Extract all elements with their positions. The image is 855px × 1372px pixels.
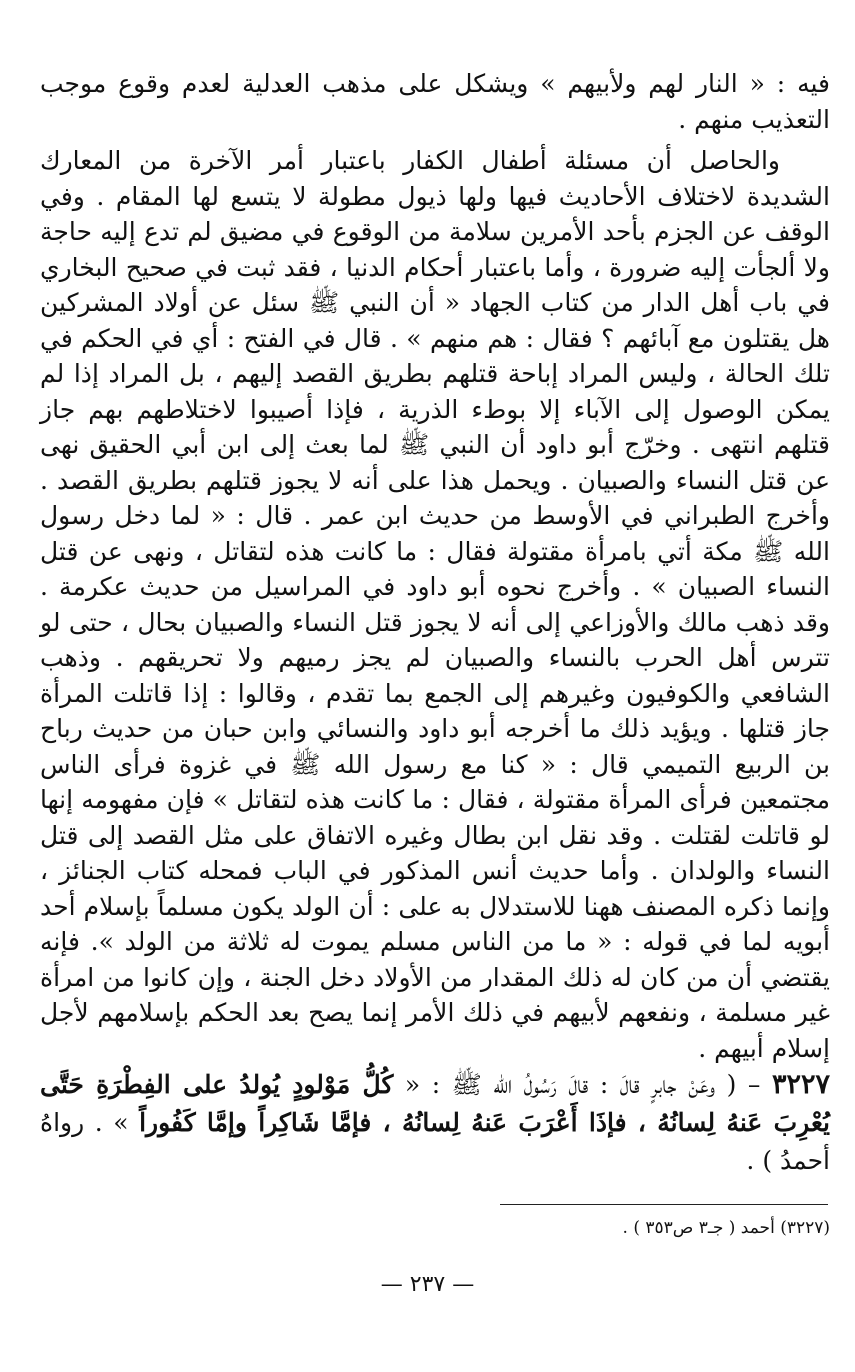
hadith-intro: – ( وعَنْ جابرٍ قالَ : قالَ رَسُولُ الله ﷺ : «	[393, 1070, 772, 1099]
paragraph-1: فيه : « النار لهم ولأبيهم » ويشكل على مذهب العدلية لعدم وقوع موجب التعذيب منهم .	[40, 69, 830, 134]
hadith-number: ٣٢٢٧	[771, 1069, 830, 1100]
footnote: (٣٢٢٧) أحمد ( جـ٣ ص٣٥٣ ) .	[622, 1218, 830, 1238]
hadith-block	[40, 1066, 830, 1180]
hadith-outro: » . رواهُ أحمدُ ) .	[40, 1108, 830, 1175]
page-number: — ٢٣٧ —	[380, 1272, 475, 1297]
hadith-matn: كُلُّ مَوْلودٍ يُولدُ على الفِطْرَةِ حَتَّى يُعْرِبَ عَنهُ لِسانُهُ ، فإذَا أَعْرَبَ عَنهُ لِسانُهُ ، فإمَّا شَاكِراً وإمَّا كَفُوراً	[40, 1070, 830, 1137]
commentary-text	[40, 66, 830, 1066]
paragraph-2: والحاصل أن مسئلة أطفال الكفار باعتبار أمر الآخرة من المعارك الشديدة لاختلاف الأحاديث فيها ولها ذيول مطولة لا يتسع لها المقام . وفي الوقف عن الجزم بأحد الأمرين سلامة من الوقوع في مضيق لم تدع إليه حاجة ولا ألجأت إليه ضرورة ، وأما باعتبار أحكام الدنيا ، فقد ثبت في صحيح البخاري في باب أهل الدار من كتاب الجهاد « أن النبي ﷺ سئل عن أولاد المشركين هل يقتلون مع آبائهم ؟ فقال : هم منهم » . قال في الفتح : أي في الحكم في تلك الحالة ، وليس المراد إباحة قتلهم بطريق القصد إليهم ، بل المراد إذا لم يمكن الوصول إلى الآباء إلا بوطء الذرية ، فإذا أصيبوا لاختلاطهم بهم جاز قتلهم انتهى . وخرّج أبو داود أن النبي ﷺ لما بعث إلى ابن أبي الحقيق نهى عن قتل النساء والصبيان . ويحمل هذا على أنه لا يجوز قتلهم بطريق القصد . وأخرج الطبراني في الأوسط من حديث ابن عمر . قال : « لما دخل رسول الله ﷺ مكة أتي بامرأة مقتولة فقال : ما كانت هذه لتقاتل ، ونهى عن قتل النساء الصبيان » . وأخرج نحوه أبو داود في المراسيل من حديث عكرمة . وقد ذهب مالك والأوزاعي إلى أنه لا يجوز قتل النساء والصبيان بحال ، حتى لو تترس أهل الحرب بالنساء والصبيان لم يجز رميهم ولا تحريقهم . وذهب الشافعي والكوفيون وغيرهم إلى الجمع بما تقدم ، وقالوا : إذا قاتلت المرأة جاز قتلها . ويؤيد ذلك ما أخرجه أبو داود والنسائي وابن حبان من حديث رباح بن الربيع التميمي قال : « كنا مع رسول الله ﷺ في غزوة فرأى الناس مجتمعين فرأى المرأة مقتولة ، فقال : ما كانت هذه لتقاتل » فإن مفهومه إنها لو قاتلت لقتلت . وقد نقل ابن بطال وغيره الاتفاق على مثل القصد إلى قتل النساء والولدان . وأما حديث أنس المذكور في الباب فمحله كتاب الجنائز ، وإنما ذكره المصنف ههنا للاستدلال به على : أن الولد يكون مسلماً بإسلام أحد أبويه لما في قوله : « ما من الناس مسلم يموت له ثلاثة من الولد ». فإنه يقتضي أن من كان له ذلك المقدار من الأولاد دخل الجنة ، وإن كانوا من امرأة غير مسلمة ، ونفعهم لأبيهم في ذلك الأمر إنما يصح بعد الحكم بإسلامهم لأجل إسلام أبيهم .	[40, 146, 830, 1063]
footnote-divider	[500, 1204, 828, 1205]
